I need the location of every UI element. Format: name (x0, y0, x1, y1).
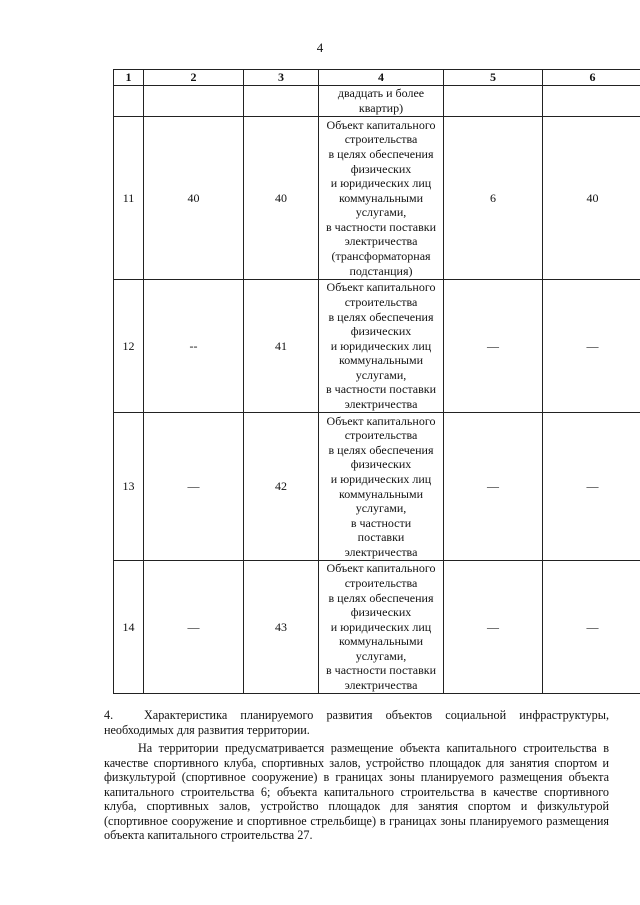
description-line: подстанция) (349, 263, 413, 278)
description-line: Объект капитального (326, 413, 436, 428)
table-row (114, 413, 640, 561)
description-line: квартир) (358, 101, 404, 115)
header-cell: 4 (319, 70, 444, 86)
description-cell (319, 86, 444, 117)
description-line: физических (350, 457, 412, 472)
description-line: в целях обеспечения (328, 442, 434, 457)
description-line: коммунальными (339, 353, 423, 368)
cell-col3: 42 (244, 413, 319, 561)
description-cell (319, 280, 444, 413)
description-line: строительства (344, 294, 418, 309)
header-cell: 3 (244, 70, 319, 86)
description-line: в целях обеспечения (328, 146, 434, 161)
cell-col2: — (144, 561, 244, 694)
cell-col5: — (444, 280, 543, 413)
description-line: электричества (344, 678, 418, 693)
description-line: поставки (357, 530, 405, 545)
description-line: электричества (344, 544, 418, 559)
table-row (114, 561, 640, 694)
row-number: 12 (114, 280, 144, 413)
cell-col6: — (543, 413, 640, 561)
description-line: двадцать и более (337, 86, 425, 101)
description-line: строительства (344, 428, 418, 443)
description-line: в целях обеспечения (328, 309, 434, 324)
description-line: физических (350, 324, 412, 339)
description-line: физических (350, 161, 412, 176)
section-paragraph: На территории предусматривается размещение объекта капитального строительства в качестве спортивного клуба, спортивных залов, устройство площадок для занятия спортом и физкультурой (спортивное сооружение) в границах зоны планируемого размещения объекта капитального строительства 6; объекта капитального строительства в качестве спортивного клуба, спортивных залов, устройство площадок для занятия спортом и физкультурой (спортивное сооружение и спортивное стрельбище) в границах зоны планируемого размещения объекта капитального строительства 27. (104, 741, 609, 842)
table-row-continuation (114, 86, 640, 117)
section-4 (104, 708, 609, 843)
description-line: услугами, (355, 367, 407, 382)
cell-col3: 40 (244, 117, 319, 280)
description-line: (трансформаторная (331, 249, 431, 264)
table-row (114, 117, 640, 280)
description-line: Объект капитального (326, 280, 436, 295)
description-line: услугами, (355, 648, 407, 663)
table-header-row (114, 70, 640, 86)
description-line: и юридических лиц (330, 338, 432, 353)
row-number: 13 (114, 413, 144, 561)
description-line: в частности поставки (326, 663, 436, 678)
description-line: и юридических лиц (330, 176, 432, 191)
row-number: 14 (114, 561, 144, 694)
header-cell: 2 (144, 70, 244, 86)
cell-col6: — (543, 561, 640, 694)
description-line: в частности поставки (326, 219, 436, 234)
description-line: и юридических лиц (330, 619, 432, 634)
description-line: строительства (344, 575, 418, 590)
description-line: коммунальными (339, 486, 423, 501)
cell-col2: — (144, 413, 244, 561)
description-cell (319, 413, 444, 561)
description-line: услугами, (355, 501, 407, 516)
zones-table (113, 69, 640, 694)
table-row (114, 280, 640, 413)
page-number: 4 (316, 40, 324, 55)
cell-col3: 41 (244, 280, 319, 413)
description-line: и юридических лиц (330, 471, 432, 486)
description-cell (319, 561, 444, 694)
header-cell: 1 (114, 70, 144, 86)
cell-col5: — (444, 561, 543, 694)
description-line: электричества (344, 397, 418, 412)
cell-col2: 40 (144, 117, 244, 280)
description-line: строительства (344, 132, 418, 147)
description-line: коммунальными (339, 190, 423, 205)
description-cell (319, 117, 444, 280)
cell-col6: — (543, 280, 640, 413)
cell-col2: -- (144, 280, 244, 413)
description-line: электричества (344, 234, 418, 249)
section-number: 4. (104, 708, 114, 722)
cell-col3: 43 (244, 561, 319, 694)
description-line: Объект капитального (326, 117, 436, 132)
section-heading-text: Характеристика планируемого развития объектов социальной инфраструктуры, необходимых для развития территории. (104, 708, 609, 737)
cell-col6: 40 (543, 117, 640, 280)
description-line: услугами, (355, 205, 407, 220)
row-number: 11 (114, 117, 144, 280)
header-cell: 5 (444, 70, 543, 86)
cell-col5: 6 (444, 117, 543, 280)
description-line: Объект капитального (326, 561, 436, 576)
section-heading (104, 708, 609, 737)
description-line: в частности (350, 515, 412, 530)
description-line: коммунальными (339, 634, 423, 649)
description-line: в целях обеспечения (328, 590, 434, 605)
cell-col5: — (444, 413, 543, 561)
description-line: физических (350, 605, 412, 620)
header-cell: 6 (543, 70, 640, 86)
description-line: в частности поставки (326, 382, 436, 397)
